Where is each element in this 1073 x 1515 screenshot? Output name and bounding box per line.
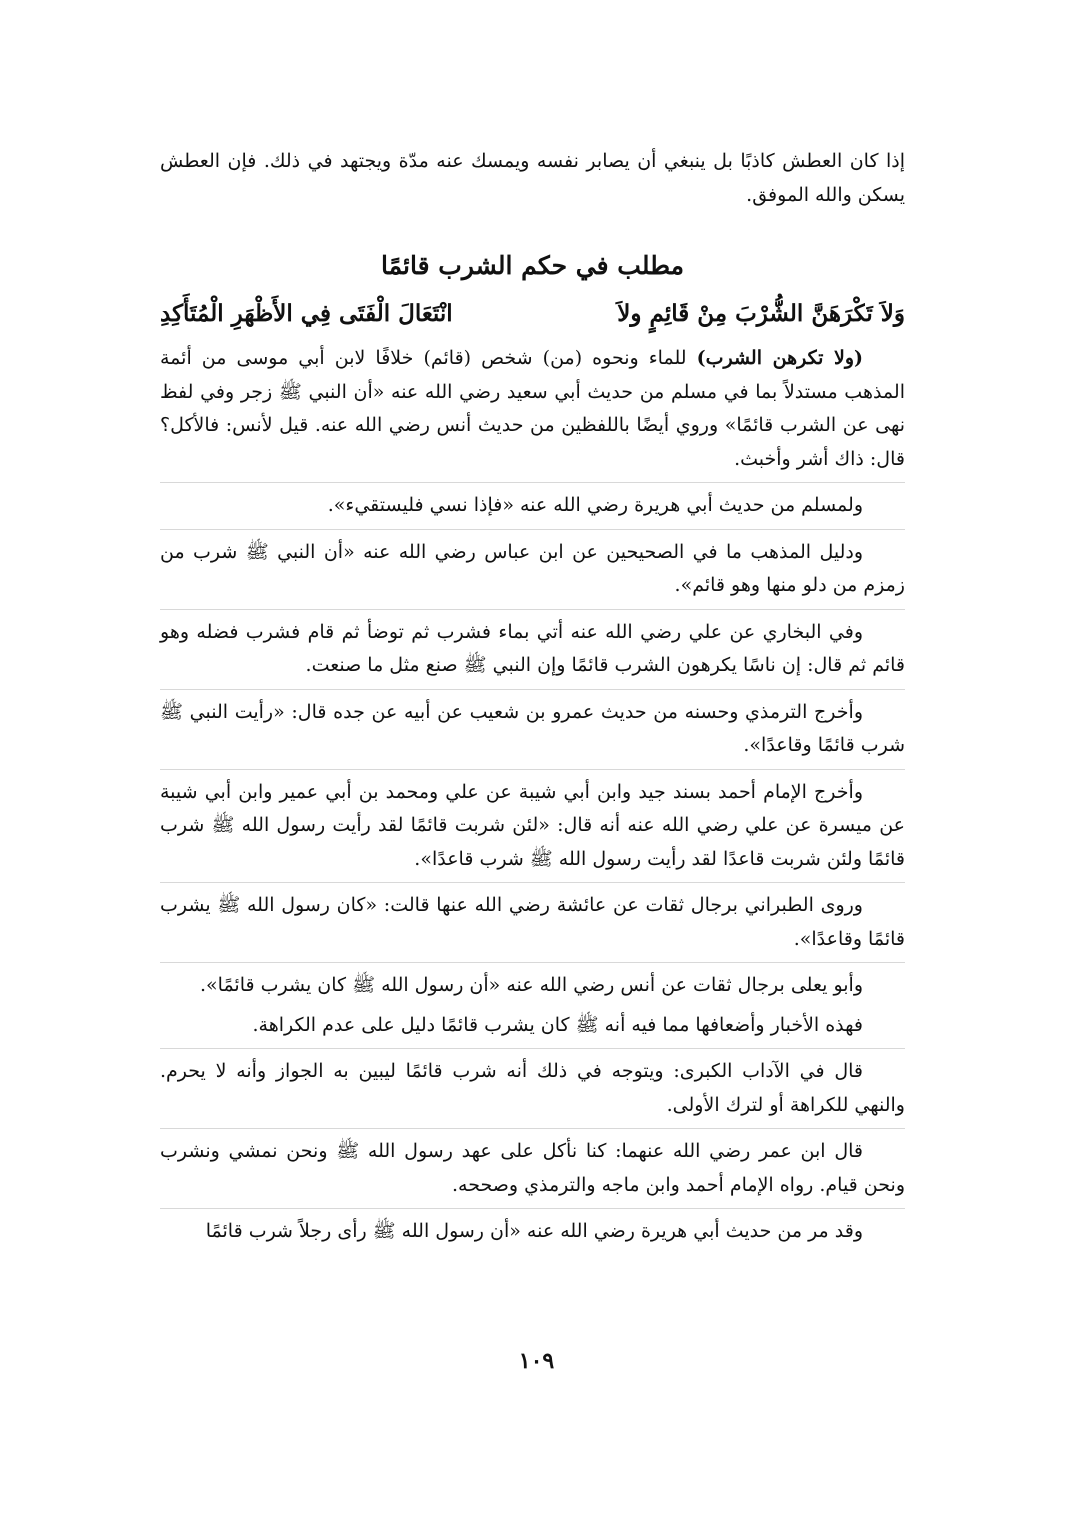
paragraph-4: وفي البخاري عن علي رضي الله عنه أتي بماء فشرب ثم توضأ ثم قام فشرب فضله وهو قائم ثم قال: إن ناسًا يكرهون الشرب قائمًا وإن النبي ﷺ صنع مثل ما صنعت.: [160, 620, 905, 676]
divider: [160, 609, 905, 610]
paragraph-6: وأخرج الإمام أحمد بسند جيد وابن أبي شيبة عن علي ومحمد بن أبي عمير وابن أبي شيبة عن ميسرة عن علي رضي الله عنه أنه قال: «لئن شربت قائمًا لقد رأيت رسول الله ﷺ شرب قائمًا ولئن شربت قاعدًا لقد رأيت رسول الله ﷺ شرب قاعدًا».: [160, 780, 905, 870]
divider: [160, 482, 905, 483]
paragraph-7: وروى الطبراني برجال ثقات عن عائشة رضي الله عنها قالت: «كان رسول الله ﷺ يشرب قائمًا وقاعدًا».: [160, 894, 905, 950]
poem-verse: [160, 294, 905, 334]
divider: [160, 1128, 905, 1129]
paragraph-5: وأخرج الترمذي وحسنه من حديث عمرو بن شعيب عن أبيه عن جده قال: «رأيت النبي ﷺ شرب قائمًا وقاعدًا».: [160, 700, 905, 756]
paragraph-8: وأبو يعلى برجال ثقات عن أنس رضي الله عنه «أن رسول الله ﷺ كان يشرب قائمًا».: [199, 974, 863, 996]
paragraph-1-lead: (ولا تكرهن الشرب): [696, 347, 863, 369]
divider: [160, 1048, 905, 1049]
page-number: ١٠٩: [518, 1348, 555, 1374]
intro-paragraph: إذا كان العطش كاذبًا بل ينبغي أن يصابر نفسه ويمسك عنه مدّة ويجتهد في ذلك. فإن العطش يسكن والله الموفق.: [160, 150, 905, 206]
paragraph-12: وقد مر من حديث أبي هريرة رضي الله عنه «أن رسول الله ﷺ رأى رجلاً شرب قائمًا: [205, 1220, 863, 1242]
verse-first-hemistich: وَلاَ تَكْرَهَنَّ الشُّرْبَ مِنْ قَائِمٍ ولاَ: [617, 300, 905, 327]
divider: [160, 689, 905, 690]
paragraph-11: قال ابن عمر رضي الله عنهما: كنا نأكل على عهد رسول الله ﷺ ونحن نمشي ونشرب ونحن قيام. رواه الإمام أحمد وابن ماجه والترمذي وصححه.: [160, 1140, 905, 1196]
paragraph-10: قال في الآداب الكبرى: ويتوجه في ذلك أنه شرب قائمًا ليبين به الجواز وأنه لا يحرم. والنهي للكراهة أو لترك الأولى.: [160, 1060, 905, 1116]
paragraph-3: ودليل المذهب ما في الصحيحين عن ابن عباس رضي الله عنه «أن النبي ﷺ شرب من زمزم من دلو منها وهو قائم».: [160, 540, 905, 596]
paragraph-1: [160, 342, 905, 476]
verse-second-hemistich: انْتَعَالَ الْفَتَى فِي الأَظْهَرِ الْمُتَأَكِدِ: [160, 300, 453, 327]
paragraph-9: فهذه الأخبار وأضعافها مما فيه أنه ﷺ كان يشرب قائمًا دليل على عدم الكراهة.: [252, 1013, 863, 1036]
divider: [160, 769, 905, 770]
divider: [160, 529, 905, 530]
paragraph-1-text: للماء ونحوه (من) شخص (قائم) خلافًا لابن أبي موسى من أئمة المذهب مستدلاً بما في مسلم من حديث أبي سعيد رضي الله عنه «أن النبي ﷺ زجر وفي لفظ نهى عن الشرب قائمًا» وروي أيضًا باللفظين من حديث أنس رضي الله عنه. قيل لأنس: فالأكل؟ قال: ذاك أشر وأخبث.: [160, 347, 905, 470]
paragraph-2: ولمسلم من حديث أبي هريرة رضي الله عنه «فإذا نسي فليستقيء».: [327, 494, 863, 516]
page-body: [160, 145, 905, 1255]
divider: [160, 962, 905, 963]
divider: [160, 1208, 905, 1209]
section-heading: مطلب في حكم الشرب قائمًا: [380, 251, 684, 280]
divider: [160, 882, 905, 883]
